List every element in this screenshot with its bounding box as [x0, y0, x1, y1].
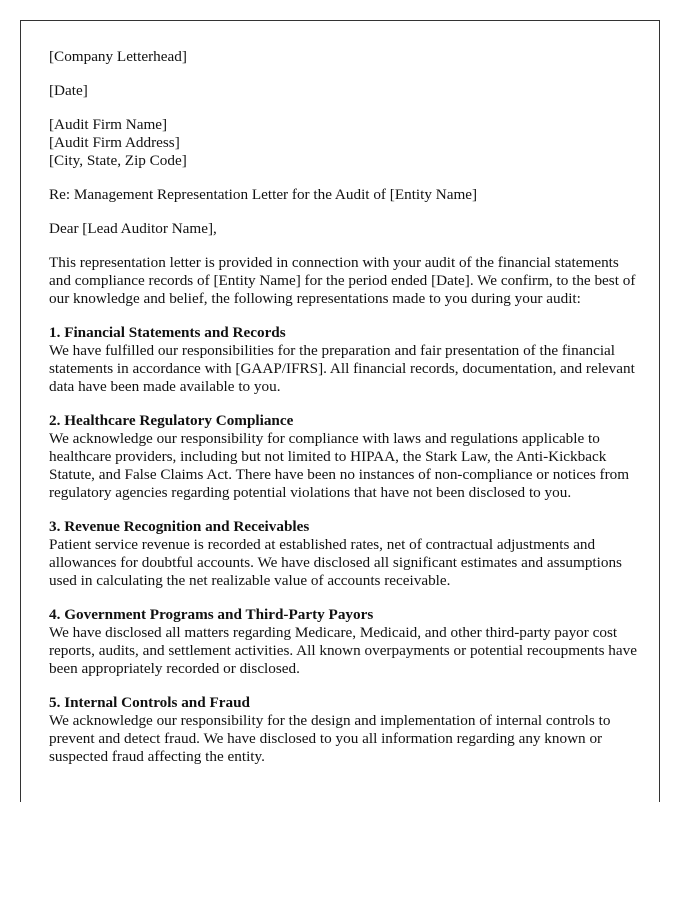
- section-body: We have fulfilled our responsibilities for the preparation and fair presentation of the financial statements in accordance with [GAAP/IFRS]. All financial records, documentation, and relevant data have been made available to you.: [49, 342, 635, 395]
- audit-firm-address: [Audit Firm Address]: [49, 134, 180, 151]
- subject-line: Re: Management Representation Letter for the Audit of [Entity Name]: [49, 186, 478, 203]
- company-letterhead: [Company Letterhead]: [49, 48, 187, 65]
- audit-firm-name: [Audit Firm Name]: [49, 116, 168, 133]
- section-financial-statements: [49, 324, 639, 396]
- section-heading: 3. Revenue Recognition and Receivables: [49, 518, 310, 535]
- intro-paragraph: This representation letter is provided in connection with your audit of the financial statements and compliance records of [Entity Name] for the period ended [Date]. We confirm, to the best of our knowledge and belief, the following representations made to you during your audit:: [49, 254, 636, 307]
- letter-content: [49, 48, 639, 782]
- section-internal-controls: [49, 694, 639, 766]
- section-revenue-recognition: [49, 518, 639, 590]
- section-body: We have disclosed all matters regarding Medicare, Medicaid, and other third-party payor cost reports, audits, and settlement activities. All known overpayments or potential recoupments have been appropriately recorded or disclosed.: [49, 624, 637, 677]
- section-body: Patient service revenue is recorded at established rates, net of contractual adjustments and allowances for doubtful accounts. We have disclosed all significant estimates and assumptions used in calculating the net realizable value of accounts receivable.: [49, 536, 622, 589]
- section-heading: 1. Financial Statements and Records: [49, 324, 286, 341]
- section-government-programs: [49, 606, 639, 678]
- audit-firm-city-state-zip: [City, State, Zip Code]: [49, 152, 187, 169]
- section-heading: 5. Internal Controls and Fraud: [49, 694, 250, 711]
- section-heading: 4. Government Programs and Third-Party Payors: [49, 606, 374, 623]
- section-heading: 2. Healthcare Regulatory Compliance: [49, 412, 294, 429]
- letter-page: [20, 20, 660, 802]
- section-body: We acknowledge our responsibility for compliance with laws and regulations applicable to healthcare providers, including but not limited to HIPAA, the Stark Law, the Anti-Kickback Statute, and False Claims Act. There have been no instances of non-compliance or notices from regulatory agencies regarding potential violations that have not been disclosed to you.: [49, 430, 630, 501]
- letter-date: [Date]: [49, 82, 88, 99]
- salutation: Dear [Lead Auditor Name],: [49, 220, 217, 237]
- section-body: We acknowledge our responsibility for the design and implementation of internal controls to prevent and detect fraud. We have disclosed to you all information regarding any known or suspected fraud affecting the entity.: [49, 712, 611, 765]
- recipient-address-block: [49, 116, 639, 170]
- section-healthcare-compliance: [49, 412, 639, 502]
